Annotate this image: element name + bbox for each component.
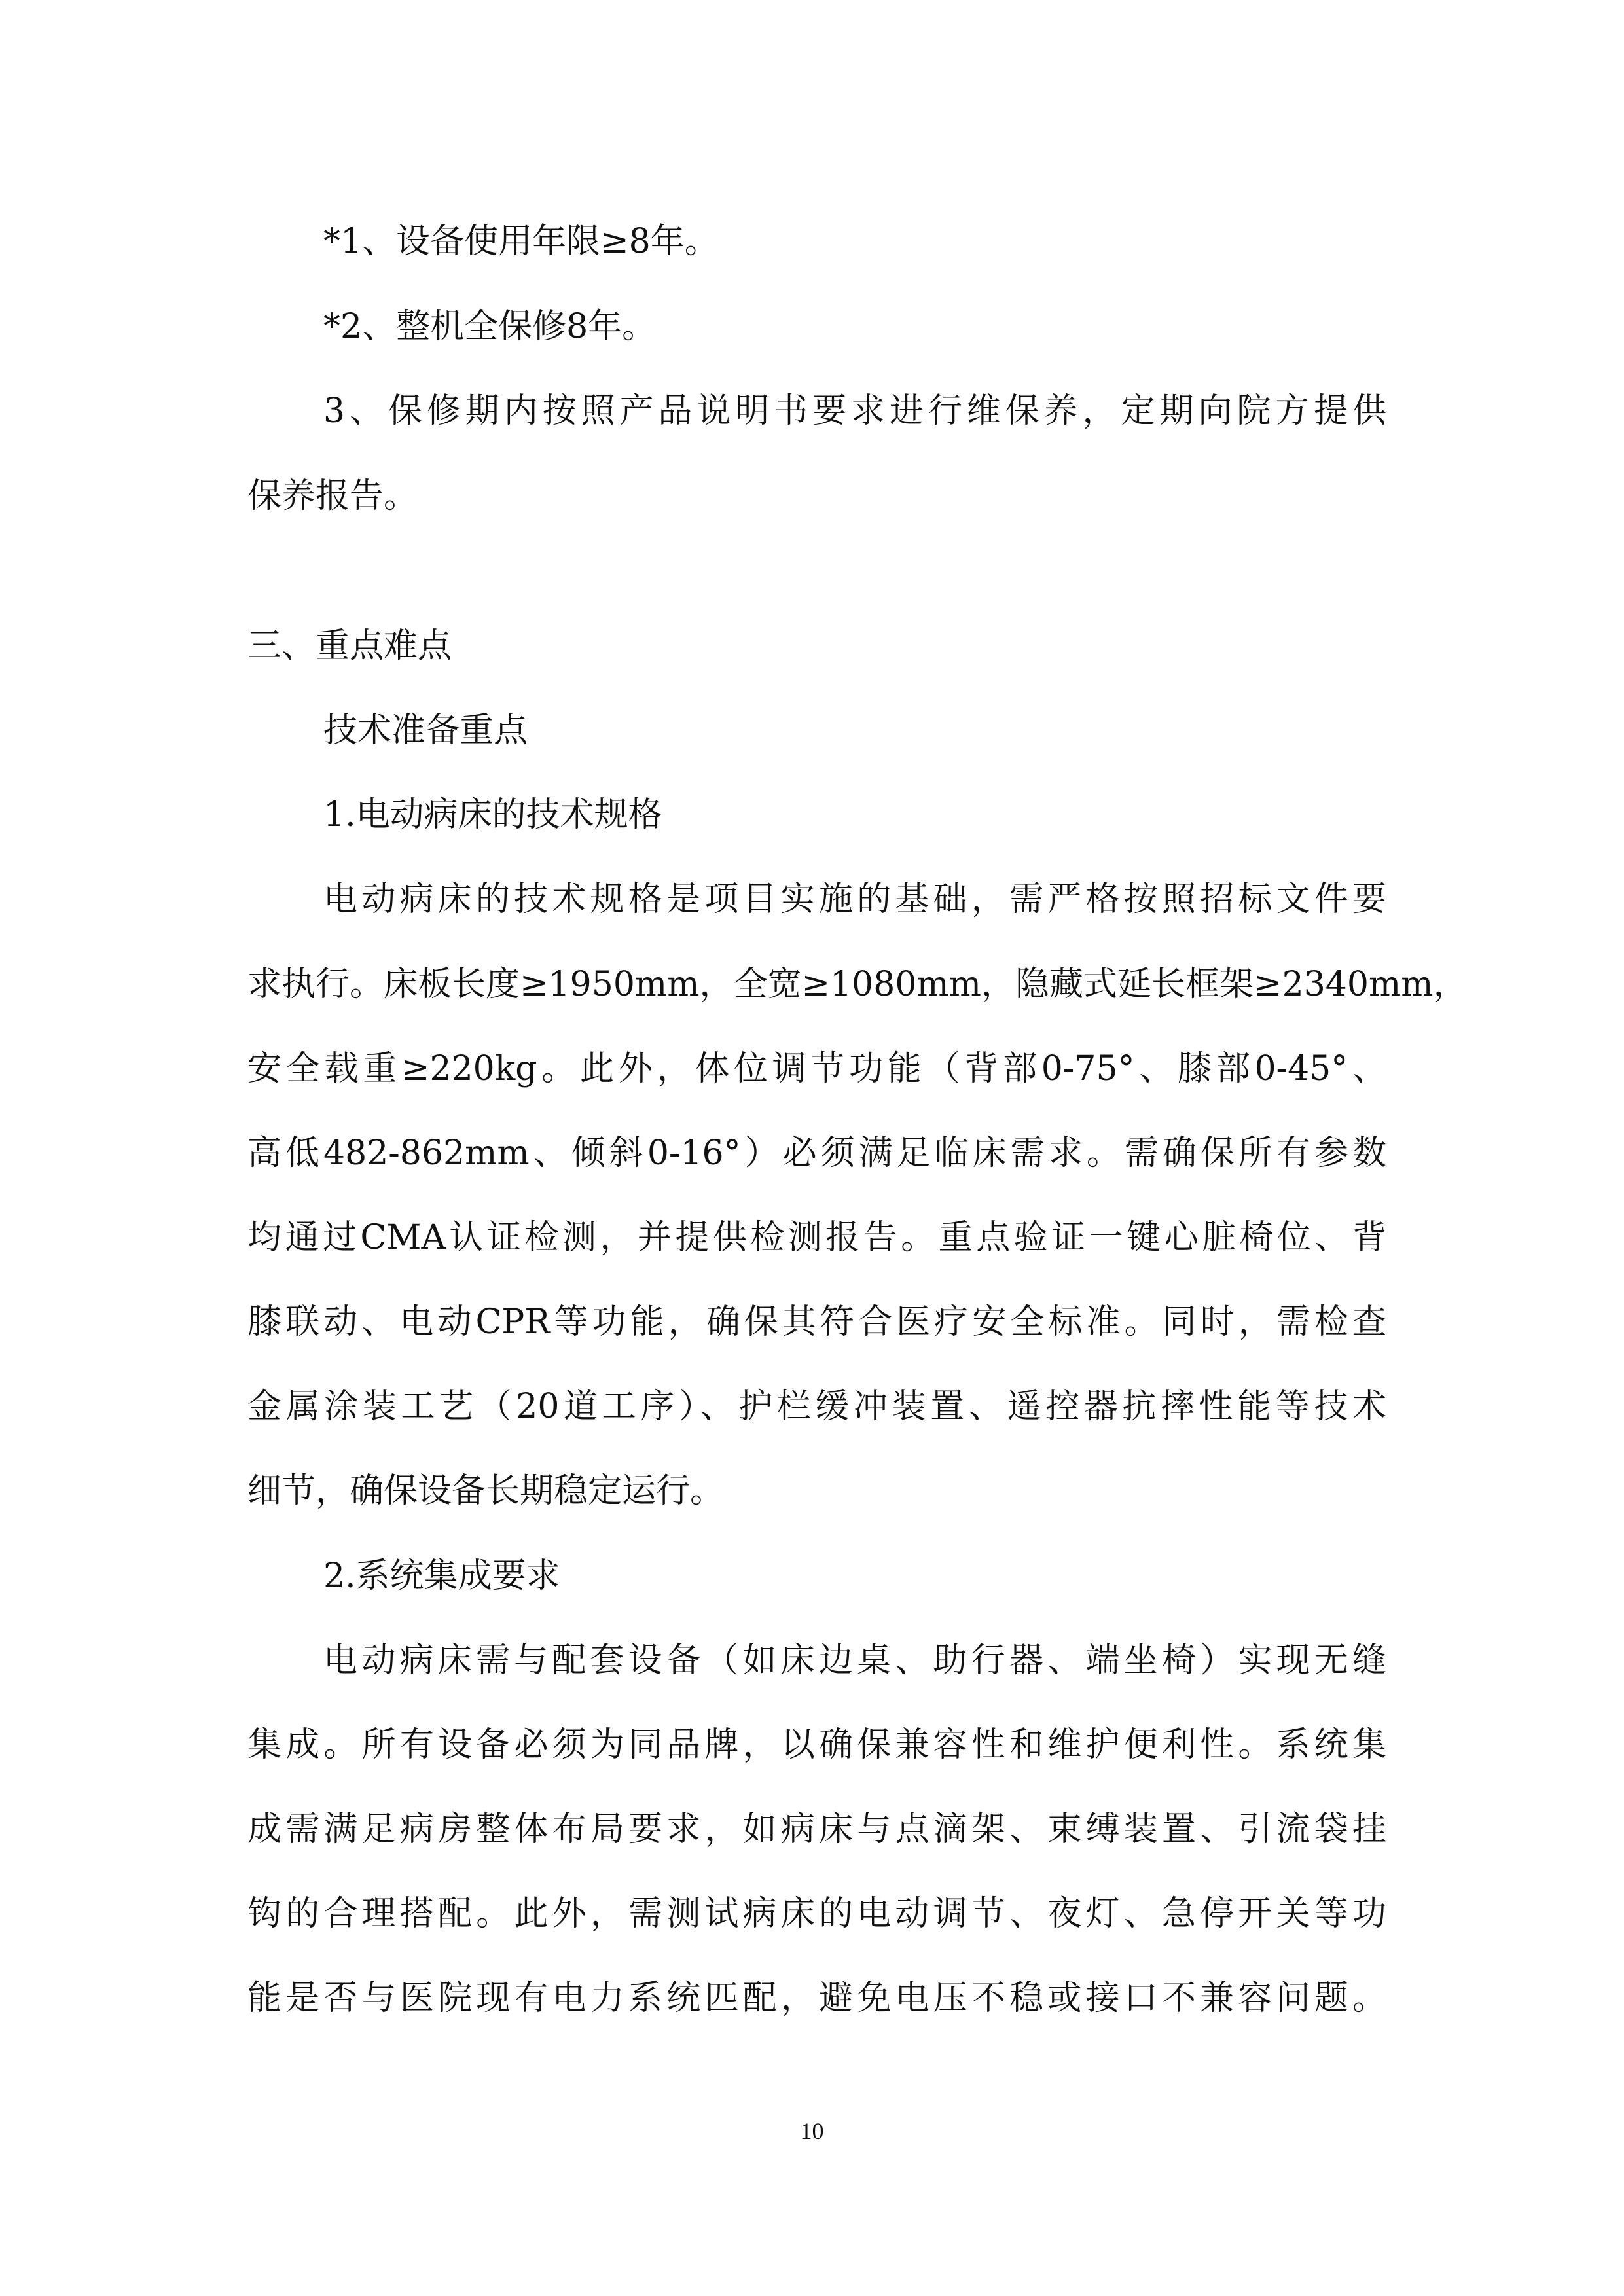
requirement-item-3-line-2: 保养报告。 — [247, 476, 418, 516]
part1-paragraph-line: 均通过CMA认证检测，并提供检测报告。重点验证一键心脏椅位、背 — [247, 1218, 1386, 1257]
part1-paragraph-line: 细节，确保设备长期稳定运行。 — [247, 1471, 725, 1511]
part1-paragraph-line: 金属涂装工艺（20道工序）、护栏缓冲装置、遥控器抗摔性能等技术 — [247, 1387, 1386, 1426]
section-subheading: 技术准备重点 — [323, 711, 528, 750]
requirement-item-3-line-1: 3、保修期内按照产品说明书要求进行维保养，定期向院方提供 — [323, 391, 1386, 431]
part1-title: 1.电动病床的技术规格 — [323, 795, 662, 834]
part2-paragraph-line: 能是否与医院现有电力系统匹配，避免电压不稳或接口不兼容问题。 — [247, 1979, 1386, 2018]
part1-paragraph-line: 高低482-862mm、倾斜0-16°）必须满足临床需求。需确保所有参数 — [247, 1134, 1386, 1173]
part2-paragraph-line: 成需满足病房整体布局要求，如病床与点滴架、束缚装置、引流袋挂 — [247, 1810, 1386, 1849]
page-number: 10 — [800, 2118, 824, 2144]
part2-title: 2.系统集成要求 — [323, 1556, 560, 1596]
part1-paragraph-line: 求执行。床板长度≥1950mm，全宽≥1080mm，隐藏式延长框架≥2340mm， — [247, 965, 1468, 1004]
part2-paragraph-line: 钩的合理搭配。此外，需测试病床的电动调节、夜灯、急停开关等功 — [247, 1894, 1386, 1933]
part1-paragraph-line: 膝联动、电动CPR等功能，确保其符合医疗安全标准。同时，需检查 — [247, 1302, 1386, 1342]
part2-paragraph-line: 集成。所有设备必须为同品牌，以确保兼容性和维护便利性。系统集 — [247, 1725, 1386, 1765]
part1-paragraph-line: 电动病床的技术规格是项目实施的基础，需严格按照招标文件要 — [323, 880, 1386, 919]
part2-paragraph-line: 电动病床需与配套设备（如床边桌、助行器、端坐椅）实现无缝 — [323, 1641, 1386, 1680]
part1-paragraph-line: 安全载重≥220kg。此外，体位调节功能（背部0-75°、膝部0-45°、 — [247, 1049, 1386, 1088]
requirement-item-1: *1、设备使用年限≥8年。 — [323, 222, 719, 261]
requirement-item-2: *2、整机全保修8年。 — [323, 307, 657, 346]
section-heading: 三、重点难点 — [247, 626, 452, 666]
